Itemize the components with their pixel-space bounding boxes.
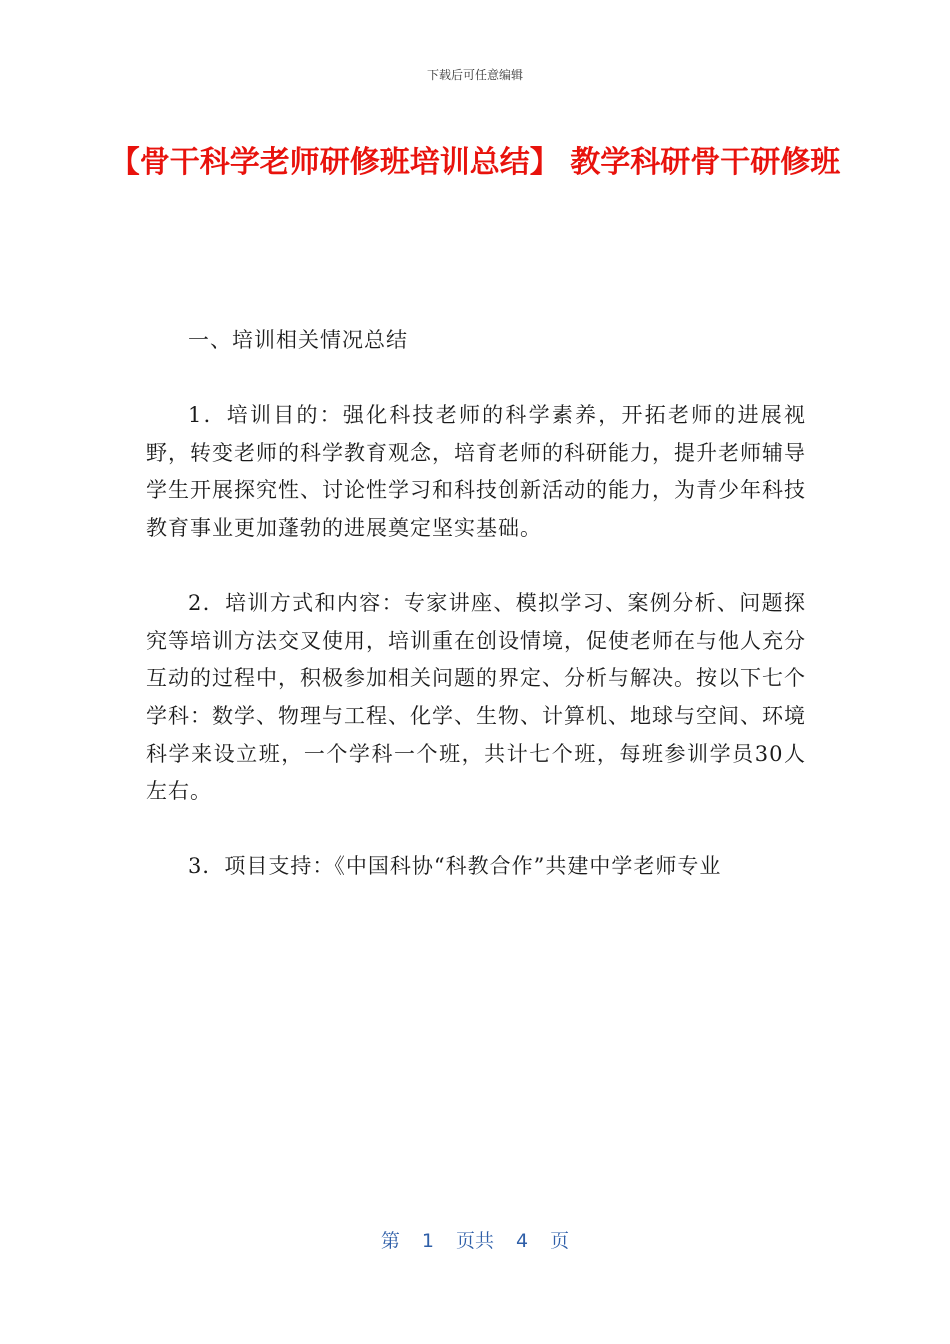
document-body xyxy=(146,322,806,924)
page-prefix: 第 xyxy=(380,1230,400,1252)
page-middle: 页共 xyxy=(455,1230,494,1252)
header-note: 下载后可任意编辑 xyxy=(426,68,523,82)
page-suffix: 页 xyxy=(550,1230,570,1252)
page-total: 4 xyxy=(516,1230,529,1252)
document-title: 【骨干科学老师研修班培训总结】 教学科研骨干研修班 xyxy=(109,145,841,180)
page-current: 1 xyxy=(421,1230,434,1252)
page-footer xyxy=(0,1226,950,1253)
paragraph-training-purpose: 1．培训目的：强化科技老师的科学素养，开拓老师的进展视野，转变老师的科学教育观念，培育老师的科研能力，提升老师辅导学生开展探究性、讨论性学习和科技创新活动的能力，为青少年科技教育事业更加蓬勃的进展奠定坚实基础。 xyxy=(146,403,806,540)
paragraph-training-method: 2．培训方式和内容：专家讲座、模拟学习、案例分析、问题探究等培训方法交叉使用，培训重在创设情境，促使老师在与他人充分互动的过程中，积极参加相关问题的界定、分析与解决。按以下七个学科：数学、物理与工程、化学、生物、计算机、地球与空间、环境科学来设立班，一个学科一个班，共计七个班，每班参训学员30人左右。 xyxy=(146,591,806,804)
paragraph-project-support: 3．项目支持：《中国科协“科教合作”共建中学老师专业 xyxy=(188,854,722,879)
section-heading: 一、培训相关情况总结 xyxy=(188,328,408,352)
